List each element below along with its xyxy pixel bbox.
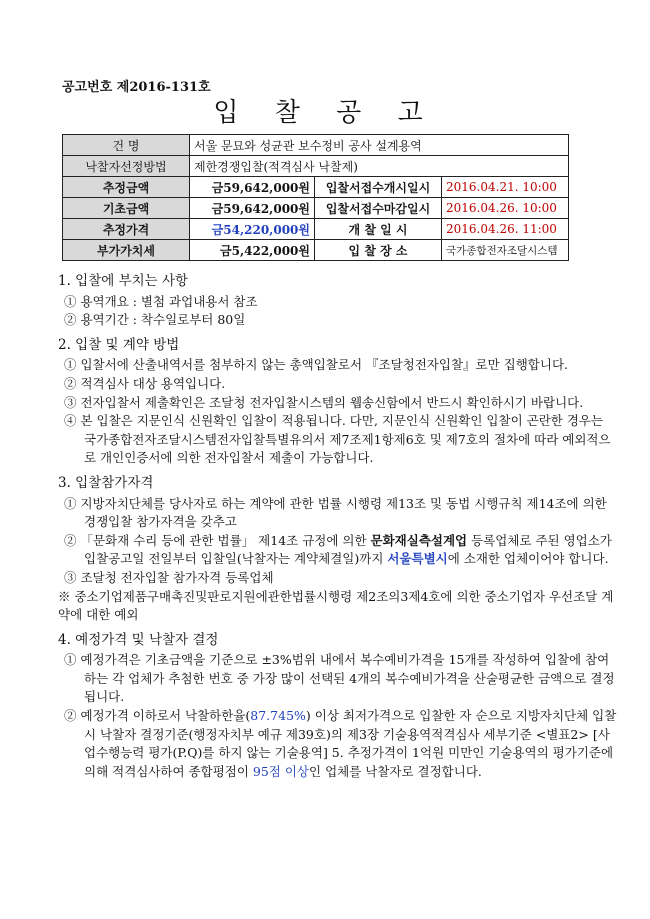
label-selection-method: 낙찰자선정방법 <box>63 156 190 177</box>
text-span: 인 업체를 낙찰자로 결정합니다. <box>309 763 482 779</box>
section-heading: 2. 입찰 및 계약 방법 <box>58 336 180 353</box>
highlight-text: 서울특별시 <box>387 551 448 567</box>
value-selection-method: 제한경쟁입찰(적격심사 낙찰제) <box>190 156 569 177</box>
highlight-text: 95점 이상 <box>252 763 310 779</box>
section-heading: 1. 입찰에 부치는 사항 <box>58 273 189 289</box>
label-opening-date: 개 찰 일 시 <box>315 219 442 240</box>
label-bid-location: 입 찰 장 소 <box>315 240 442 261</box>
list-item: ① 용역개요 : 별첨 과업내용서 참조 <box>64 293 258 309</box>
label-open-date: 입찰서접수개시일시 <box>315 177 442 198</box>
section-heading: 4. 예정가격 및 낙찰자 결정 <box>58 631 219 648</box>
table-row <box>63 240 569 261</box>
list-item: ③ 조달청 전자입찰 참가자격 등록업체 <box>64 569 274 585</box>
text-span: ② 「문화재 수리 등에 관한 법률」 제14조 규정에 의한 <box>64 532 371 548</box>
label-estimated-price: 추정가격 <box>63 219 190 240</box>
label-project-name: 건 명 <box>63 135 190 156</box>
list-item: ② 용역기간 : 착수일로부터 80일 <box>64 312 246 328</box>
text-span: 에 소재한 업체이어야 합니다. <box>447 551 609 567</box>
highlight-text: 87.745% <box>250 708 306 724</box>
table-row <box>63 198 569 219</box>
table-row <box>63 219 569 240</box>
list-item: ① 지방자치단체를 당사자로 하는 계약에 관한 법률 시행령 제13조 및 동법 시행규칙 제14조에 의한 경쟁입찰 참가자격을 갖추고 <box>64 495 607 530</box>
table-row <box>63 177 569 198</box>
value-open-date: 2016.04.21. 10:00 <box>442 177 569 198</box>
value-estimated-amount: 금59,642,000원 <box>190 177 315 198</box>
list-item: ② 적격심사 대상 용역입니다. <box>64 375 226 391</box>
page-title: 입 찰 공 고 <box>213 98 437 128</box>
list-item: ① 입찰서에 산출내역서를 첨부하지 않는 총액입찰로서 『조달청전자입찰』로만 집행합니다. <box>64 357 568 373</box>
value-estimated-price: 금54,220,000원 <box>190 219 315 240</box>
table-row <box>63 156 569 177</box>
text-span: ② 예정가격 이하로서 낙찰하한율( <box>64 708 251 724</box>
value-close-date: 2016.04.26. 10:00 <box>442 198 569 219</box>
value-opening-date: 2016.04.26. 11:00 <box>442 219 569 240</box>
highlight-text: 문화재실측설계업 <box>370 532 468 548</box>
list-item <box>58 532 618 569</box>
text-span: ) 이상 최저가격으로 입찰한 자 순으로 지방자치단체 입찰시 낙찰자 결정기준(행정자치부 예규 제39호)의 제3장 기술용역적격심사 세부기준 <별표2> [사업수행능력 평가(P.Q)를 하지 않는 기술용역] 5. 추정가격이 1억원 미만인 기술용역의 평가기준에 의해 적격심사하여 종합평점이 <box>84 708 617 779</box>
list-item: ① 예정가격은 기초금액을 기준으로 ±3%범위 내에서 복수예비가격을 15개를 작성하여 입찰에 참여하는 각 업체가 추첨한 번호 중 가장 많이 선택된 4개의 복수예비가격을 산술평균한 금액으로 결정됩니다. <box>64 652 615 705</box>
table-row <box>63 135 569 156</box>
label-close-date: 입찰서접수마감일시 <box>315 198 442 219</box>
value-bid-location: 국가종합전자조달시스템 <box>442 240 569 261</box>
value-base-amount: 금59,642,000원 <box>190 198 315 219</box>
label-estimated-amount: 추정금액 <box>63 177 190 198</box>
notice-number: 공고번호 제2016-131호 <box>62 80 211 95</box>
note-text: ※ 중소기업제품구매촉진및판로지원에관한법률시행령 제2조의3제4호에 의한 중소기업자 우선조달 계약에 대한 예외 <box>58 588 614 623</box>
list-item <box>58 707 618 781</box>
list-item: ③ 전자입찰서 제출확인은 조달청 전자입찰시스템의 웹송신함에서 반드시 확인하시기 바랍니다. <box>64 394 584 410</box>
section-heading: 3. 입찰참가자격 <box>58 474 154 491</box>
text-span: 등록업체로 주된 영업소가 입찰공고일 전일부터 입찰일(낙찰자는 계약체결일)까지 <box>84 532 612 567</box>
notice-body <box>58 266 618 781</box>
bid-info-table <box>62 134 569 261</box>
label-base-amount: 기초금액 <box>63 198 190 219</box>
list-item: ④ 본 입찰은 지문인식 신원확인 입찰이 적용됩니다. 다만, 지문인식 신원확인 입찰이 곤란한 경우는 국가종합전자조달시스템전자입찰특별유의서 제7조제1항제6호 및 제7호의 절차에 따라 예외적으로 개인인증서에 의한 전자입찰서 제출이 가능합니다. <box>64 413 611 466</box>
value-vat: 금5,422,000원 <box>190 240 315 261</box>
value-project-name: 서울 문묘와 성균관 보수정비 공사 설계용역 <box>190 135 569 156</box>
label-vat: 부가가치세 <box>63 240 190 261</box>
